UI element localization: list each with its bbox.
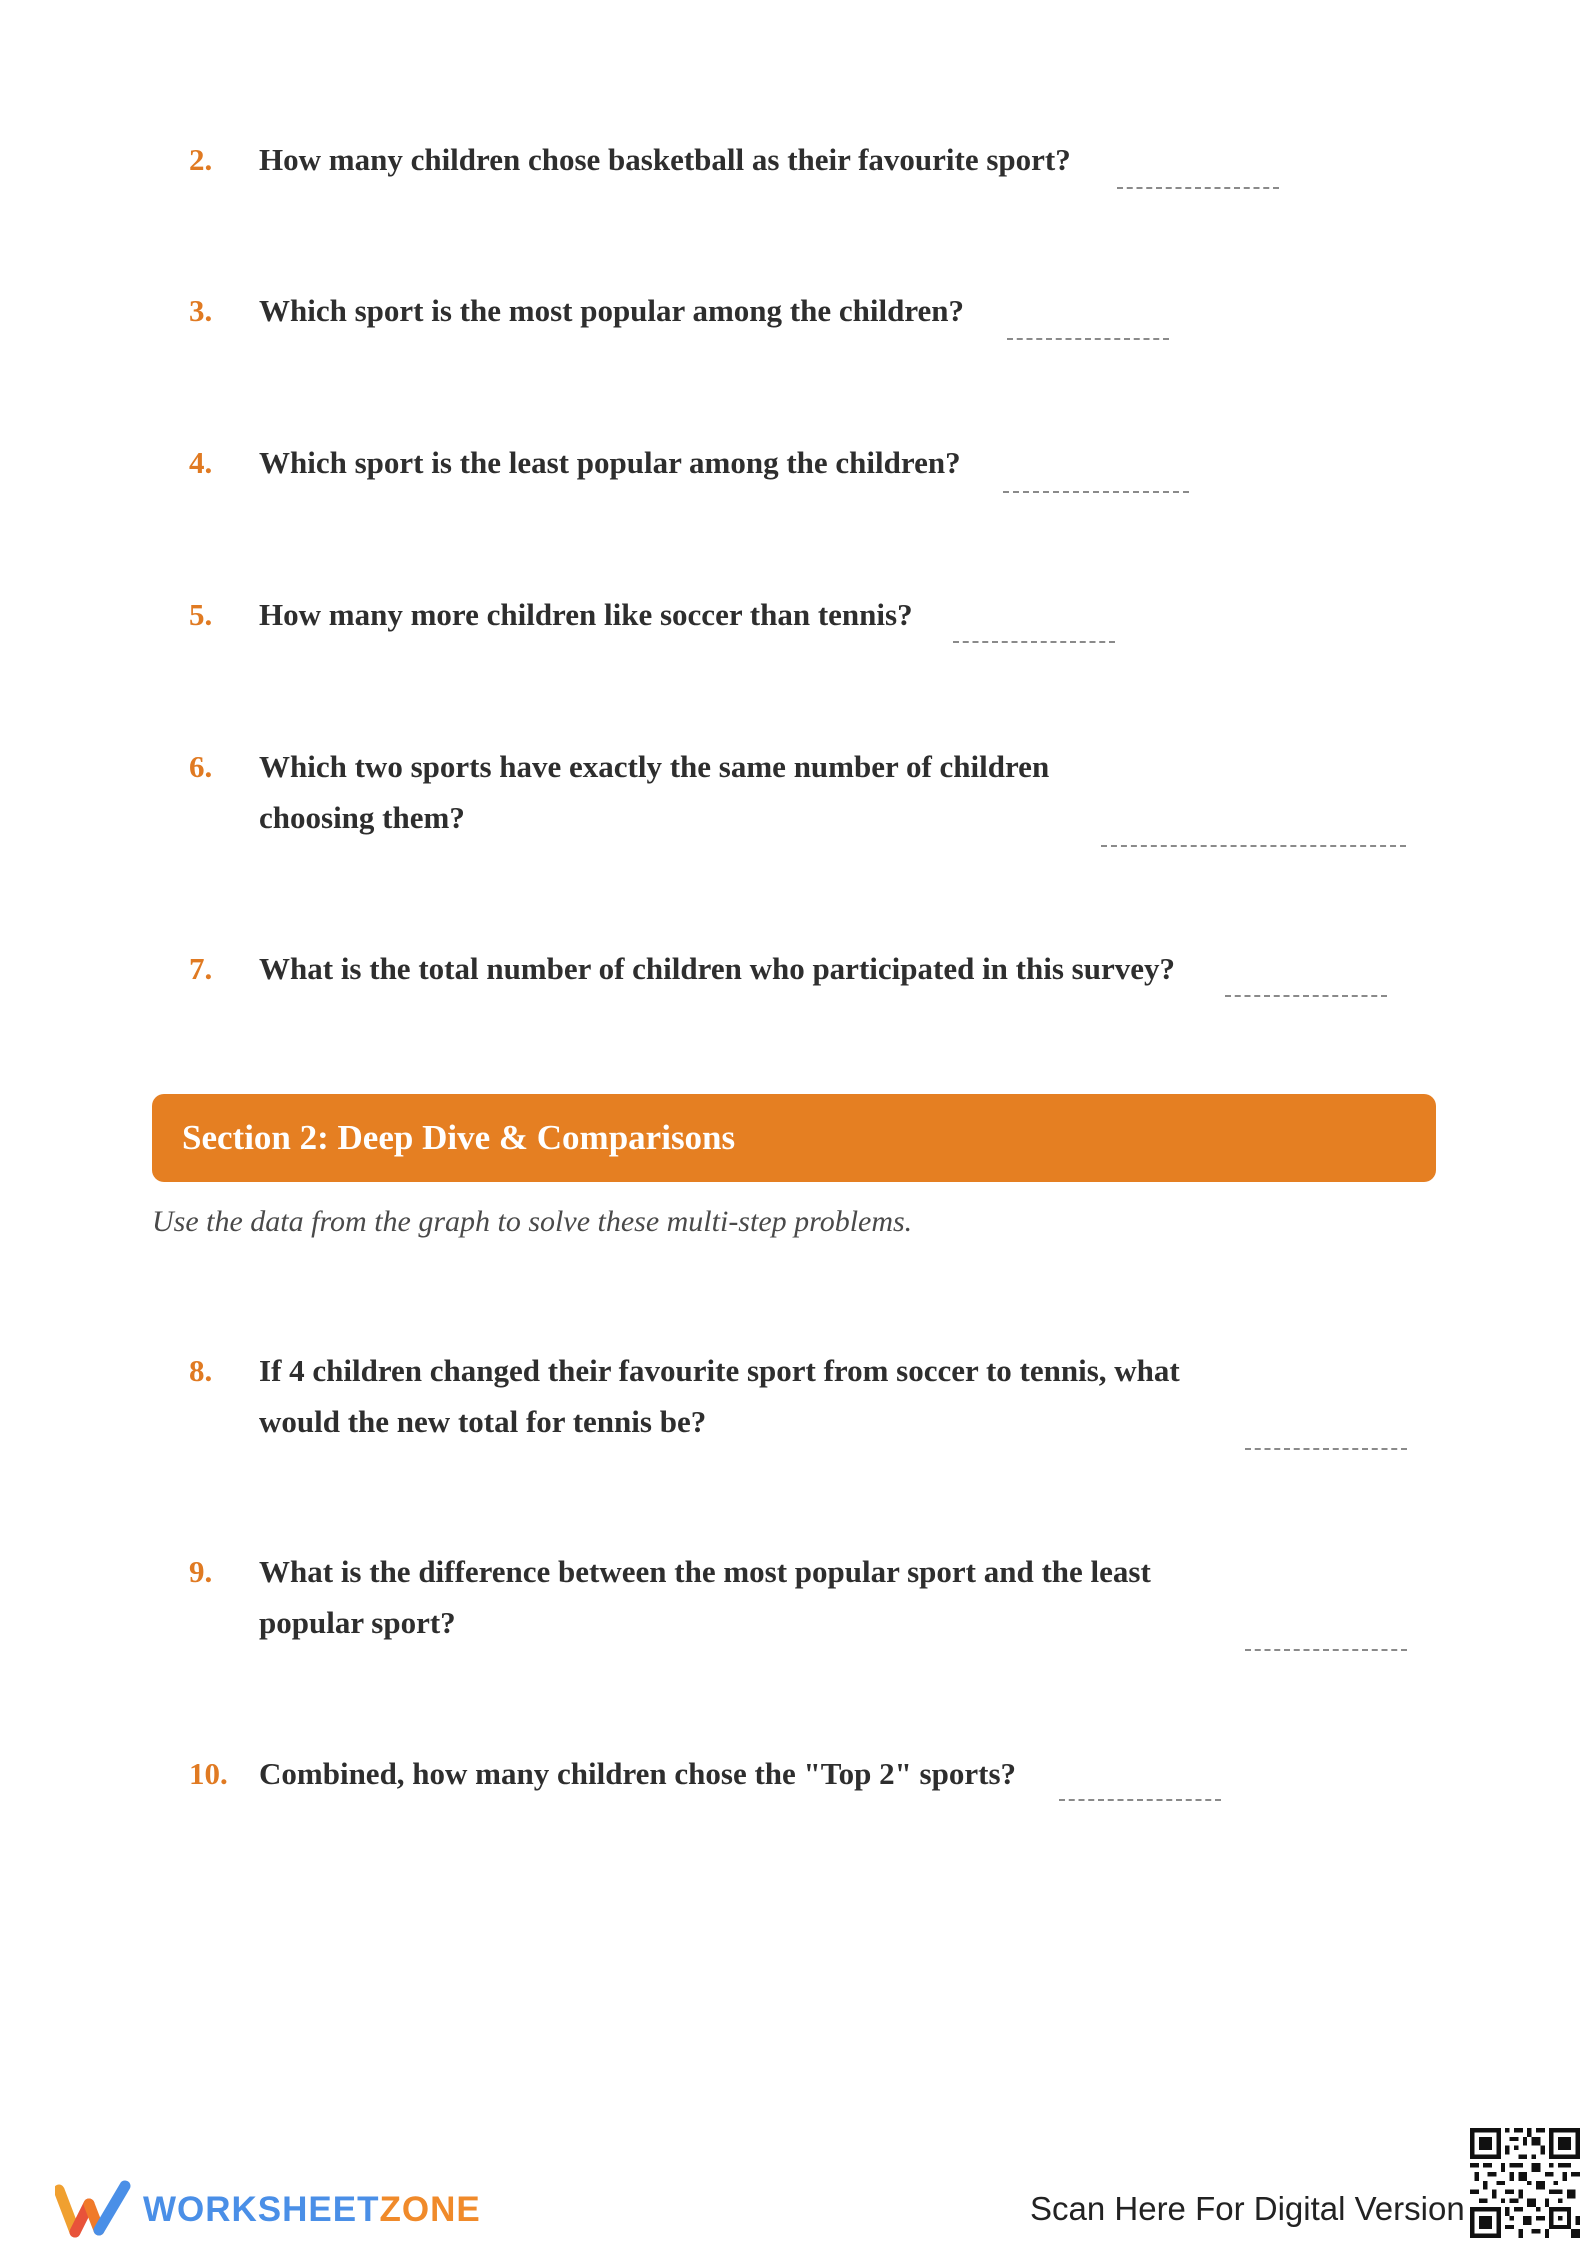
logo-w-icon — [55, 2180, 133, 2240]
scan-here-text: Scan Here For Digital Version — [1030, 2190, 1465, 2227]
question-text-line-2: would the new total for tennis be? — [259, 1404, 707, 1439]
question-number: 4. — [189, 445, 213, 480]
section-title: Section 2: Deep Dive & Comparisons — [182, 1118, 736, 1157]
worksheetzone-logo[interactable] — [55, 2180, 481, 2240]
question-number: 5. — [189, 597, 213, 632]
logo-text-worksheet: WORKSHEET — [143, 2190, 380, 2229]
question-text: If 4 children changed their favourite sport from soccer to tennis, what — [259, 1353, 1180, 1388]
section-2-header — [152, 1094, 1436, 1182]
question-text: Combined, how many children chose the "Top 2" sports? — [259, 1756, 1017, 1791]
answer-blank-3[interactable] — [1007, 338, 1169, 340]
answer-blank-5[interactable] — [953, 641, 1115, 643]
question-text: Which sport is the least popular among the children? — [259, 445, 961, 480]
question-number: 10. — [189, 1756, 228, 1791]
answer-blank-4[interactable] — [1003, 491, 1189, 493]
qr-code-icon[interactable] — [1470, 2128, 1580, 2238]
question-text: What is the total number of children who participated in this survey? — [259, 951, 1175, 986]
answer-blank-6[interactable] — [1101, 845, 1406, 847]
question-number: 9. — [189, 1554, 213, 1589]
question-text: Which two sports have exactly the same number of children — [259, 749, 1050, 784]
answer-blank-9[interactable] — [1245, 1649, 1407, 1651]
question-number: 2. — [189, 142, 213, 177]
logo-text — [143, 2190, 481, 2230]
question-text: How many children chose basketball as their favourite sport? — [259, 142, 1071, 177]
question-text: How many more children like soccer than tennis? — [259, 597, 913, 632]
question-text-line-2: popular sport? — [259, 1605, 456, 1640]
question-number: 7. — [189, 951, 213, 986]
question-text-line-2: choosing them? — [259, 800, 465, 835]
question-text: Which sport is the most popular among the children? — [259, 293, 965, 328]
question-number: 8. — [189, 1353, 213, 1388]
question-number: 6. — [189, 749, 213, 784]
section-instructions: Use the data from the graph to solve these multi-step problems. — [152, 1205, 913, 1238]
question-number: 3. — [189, 293, 213, 328]
answer-blank-10[interactable] — [1059, 1799, 1221, 1801]
answer-blank-2[interactable] — [1117, 187, 1279, 189]
answer-blank-8[interactable] — [1245, 1448, 1407, 1450]
question-text: What is the difference between the most popular sport and the least — [259, 1554, 1151, 1589]
logo-text-zone: ZONE — [379, 2190, 481, 2229]
answer-blank-7[interactable] — [1225, 995, 1387, 997]
